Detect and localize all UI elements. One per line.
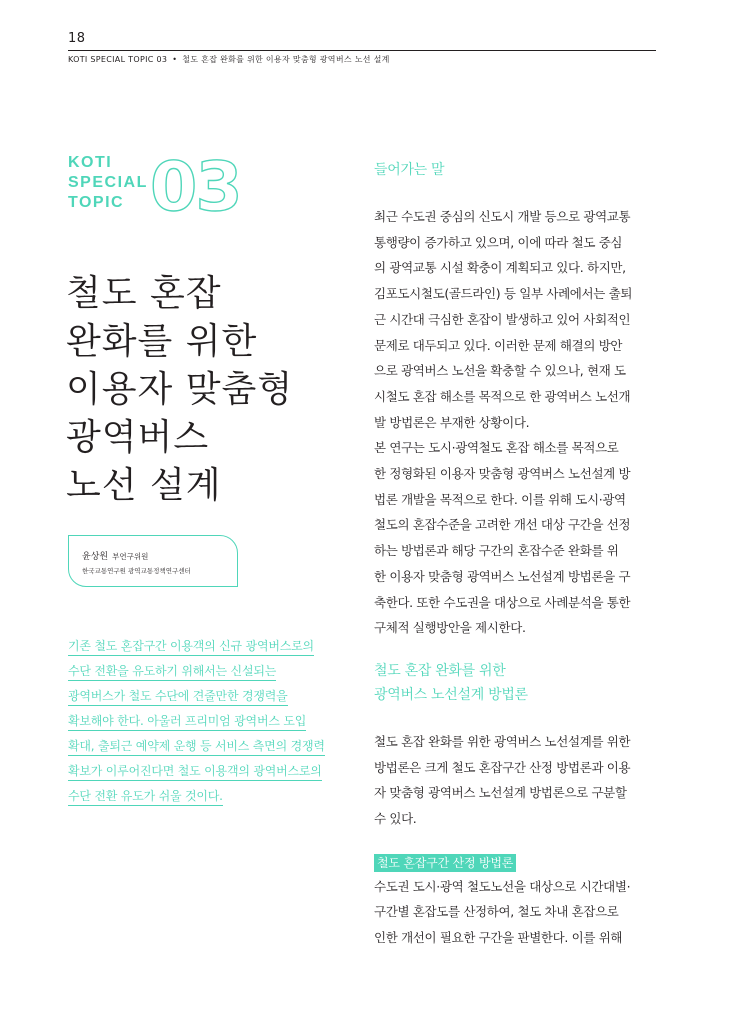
- body-line: 수 있다.: [374, 811, 417, 827]
- title-line: 이용자 맞춤형: [66, 369, 294, 410]
- body-line: 발 방법론은 부재한 상황이다.: [374, 414, 530, 430]
- topic-label: 철도 혼잡 완화를 위한 이용자 맞춤형 광역버스 노선 설계: [182, 55, 390, 64]
- body-line: 한 이용자 맞춤형 광역버스 노선설계 방법론을 구: [374, 568, 631, 584]
- body-line: 방법론은 크게 철도 혼잡구간 산정 방법론과 이용: [374, 759, 631, 775]
- summary: [68, 638, 336, 813]
- author-box: [68, 535, 238, 587]
- body-line: 법론 개발을 목적으로 한다. 이를 위해 도시·광역: [374, 491, 626, 507]
- topic-word: SPECIAL: [68, 174, 148, 191]
- subsection-paragraph: [374, 874, 658, 951]
- separator-dot: •: [172, 55, 178, 64]
- body-line: 본 연구는 도시·광역철도 혼잡 해소를 목적으로: [374, 440, 619, 456]
- body-line: 구간별 혼잡도를 산정하여, 철도 차내 혼잡으로: [374, 904, 619, 920]
- body-line: 통행량이 증가하고 있으며, 이에 따라 철도 중심: [374, 234, 623, 250]
- running-header: [68, 54, 390, 65]
- subsection-tag: 철도 혼잡구간 산정 방법론: [374, 854, 516, 872]
- topic-badge: [68, 150, 248, 220]
- summary-line: 확보해야 한다. 아울러 프리미엄 광역버스 도입: [68, 713, 306, 731]
- title-line: 노선 설계: [66, 465, 222, 506]
- body-line: 자 맞춤형 광역버스 노선설계 방법론으로 구분할: [374, 785, 627, 801]
- heading-line: 광역버스 노선설계 방법론: [374, 686, 528, 703]
- author-name: [82, 549, 148, 562]
- summary-line: 수단 전환 유도가 쉬울 것이다.: [68, 788, 223, 806]
- author-affiliation: 한국교통연구원 광역교통정책연구센터: [82, 567, 191, 575]
- body-line: 축한다. 또한 수도권을 대상으로 사례분석을 통한: [374, 594, 631, 610]
- summary-line: 수단 전환을 유도하기 위해서는 신설되는: [68, 663, 276, 681]
- body-line: 김포도시철도(골드라인) 등 일부 사례에서는 출퇴: [374, 286, 633, 302]
- header-rule: [68, 50, 656, 51]
- method-paragraph: [374, 729, 658, 832]
- page-number: 18: [68, 31, 86, 46]
- body-line: 최근 수도권 중심의 신도시 개발 등으로 광역교통: [374, 209, 631, 224]
- body-line: 구체적 실행방안을 제시한다.: [374, 620, 526, 636]
- topic-word: KOTI: [68, 154, 113, 171]
- body-line: 한 정형화된 이용자 맞춤형 광역버스 노선설계 방: [374, 466, 631, 482]
- body-line: 문제로 대두되고 있다. 이러한 문제 해결의 방안: [374, 337, 623, 353]
- body-line: 철도 혼잡 완화를 위한 광역버스 노선설계를 위한: [374, 733, 631, 749]
- body-line: 하는 방법론과 해당 구간의 혼잡수준 완화를 위: [374, 543, 619, 559]
- body-line: 인한 개선이 필요한 구간을 판별한다. 이를 위해: [374, 930, 623, 946]
- body-line: 철도의 혼잡수준을 고려한 개선 대상 구간을 선정: [374, 517, 631, 533]
- body-line: 의 광역교통 시설 확충이 계획되고 있다. 하지만,: [374, 260, 626, 276]
- intro-paragraphs: [374, 204, 658, 641]
- topic-number: [150, 150, 250, 220]
- section-heading-intro: 들어가는 말: [374, 162, 445, 178]
- body-column: [374, 158, 658, 951]
- body-line: 으로 광역버스 노선을 확충할 수 있으나, 현재 도: [374, 363, 626, 379]
- title-line: 광역버스: [66, 417, 210, 458]
- article-title: [66, 270, 293, 510]
- topic-words: [68, 153, 148, 213]
- topic-word: TOPIC: [68, 194, 125, 211]
- title-line: 완화를 위한: [66, 321, 258, 362]
- series-label: KOTI SPECIAL TOPIC 03: [68, 55, 168, 64]
- author-role: 부연구위원: [112, 552, 149, 561]
- body-line: 시철도 혼잡 해소를 목적으로 한 광역버스 노선개: [374, 388, 631, 404]
- body-line: 근 시간대 극심한 혼잡이 발생하고 있어 사회적인: [374, 311, 631, 327]
- author-name-text: 윤상원: [82, 552, 109, 562]
- summary-line: 기존 철도 혼잡구간 이용객의 신규 광역버스로의: [68, 638, 314, 656]
- section-heading-method: [374, 659, 658, 707]
- topic-number-text: 03: [150, 150, 241, 220]
- summary-line: 광역버스가 철도 수단에 견줄만한 경쟁력을: [68, 688, 288, 706]
- summary-line: 확대, 출퇴근 예약제 운행 등 서비스 측면의 경쟁력: [68, 738, 325, 756]
- summary-line: 확보가 이루어진다면 철도 이용객의 광역버스로의: [68, 763, 322, 781]
- heading-line: 철도 혼잡 완화를 위한: [374, 662, 506, 679]
- body-line: 수도권 도시·광역 철도노선을 대상으로 시간대별·: [374, 878, 631, 894]
- title-line: 철도 혼잡: [66, 273, 222, 314]
